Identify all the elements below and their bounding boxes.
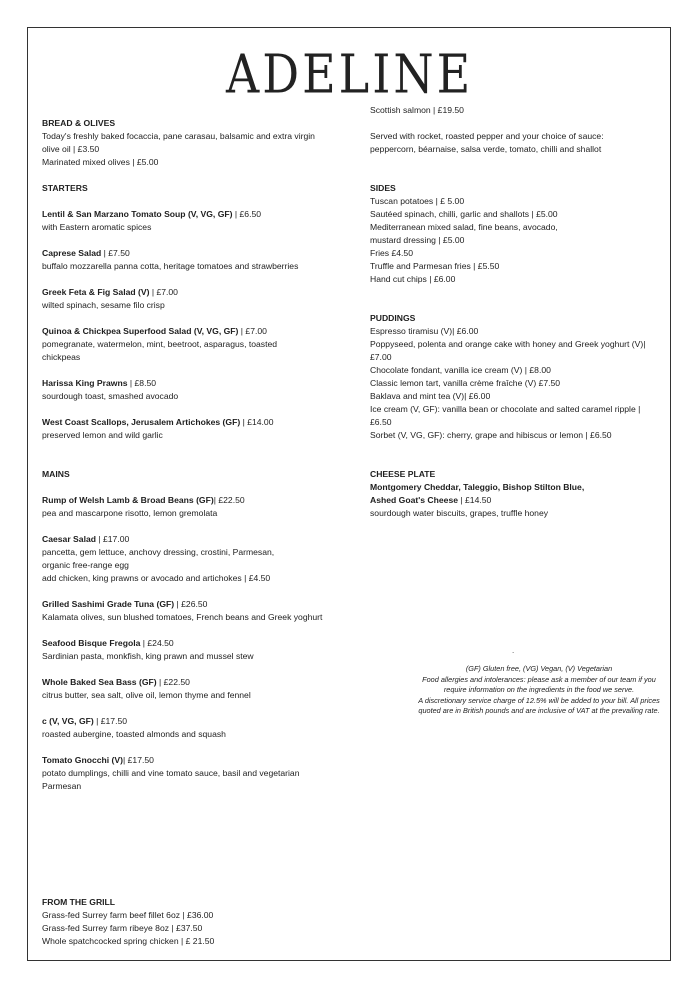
main-item [42,676,342,702]
dish-name: Whole Baked Sea Bass (GF) [42,677,157,687]
dish-description: buffalo mozzarella panna cotta, heritage tomatoes and strawberries [42,261,299,271]
grill-line: Grass-fed Surrey farm beef fillet 6oz | £36.00 [42,910,214,920]
notes-line: quoted are in British pounds and are inclusive of VAT at the prevailing rate. [418,706,660,715]
dish-description: Sardinian pasta, monkfish, king prawn and mussel stew [42,651,254,661]
dish-description: Kalamata olives, sun blushed tomatoes, French beans and Greek yoghurt [42,612,323,622]
salmon-description: peppercorn, béarnaise, salsa verde, tomato, chilli and shallot [370,144,602,154]
grill-section [42,896,342,948]
side-line: Fries £4.50 [370,248,413,258]
side-line: Tuscan potatoes | £ 5.00 [370,196,465,206]
sides-section-title: SIDES [370,183,396,193]
dish-name: Greek Feta & Fig Salad (V) [42,287,150,297]
bread-line: olive oil | £3.50 [42,144,100,154]
notes-line: A discretionary service charge of 12.5% will be added to your bill. All prices [418,695,660,705]
dish-description: Parmesan [42,781,82,791]
starter-item [42,416,342,442]
grill-line: Grass-fed Surrey farm ribeye 8oz | £37.50 [42,923,203,933]
cheese-section-title: CHEESE PLATE [370,469,436,479]
main-item [42,533,342,585]
salmon-line: Scottish salmon | £19.50 [370,105,464,115]
starters-section-title: STARTERS [42,183,88,193]
starter-item [42,247,342,273]
notes-line: require information on the ingredients in the food we serve. [443,685,635,694]
dish-price: | £7.00 [238,326,267,336]
cheese-name: Montgomery Cheddar, Taleggio, Bishop Stilton Blue, [370,482,585,492]
pudding-line: £6.50 [370,417,392,427]
dish-name: Caesar Salad [42,534,96,544]
side-line: Hand cut chips | £6.00 [370,274,456,284]
grill-section-title: FROM THE GRILL [42,897,116,907]
dish-price: | £17.50 [93,716,128,726]
dish-name: Seafood Bisque Fregola [42,638,141,648]
starter-item [42,325,342,364]
side-line: Mediterranean mixed salad, fine beans, avocado, [370,222,558,232]
dish-name: Lentil & San Marzano Tomato Soup (V, VG, GF) [42,209,233,219]
main-item [42,494,342,520]
dish-description: preserved lemon and wild garlic [42,430,163,440]
side-line: Sautéed spinach, chilli, garlic and shallots | £5.00 [370,209,558,219]
dish-description: potato dumplings, chilli and vine tomato sauce, basil and vegetarian [42,768,300,778]
dish-description: sourdough toast, smashed avocado [42,391,179,401]
dish-description: add chicken, king prawns or avocado and artichokes | £4.50 [42,573,271,583]
cheese-name: Ashed Goat's Cheese [370,495,459,505]
dish-name: Rump of Welsh Lamb & Broad Beans (GF) [42,495,214,505]
dish-price: | £22.50 [213,495,245,505]
pudding-line: Ice cream (V, GF): vanilla bean or chocolate and salted caramel ripple | [370,404,641,414]
dish-name: West Coast Scallops, Jerusalem Artichokes (GF) [42,417,241,427]
main-item [42,637,342,663]
dish-price: | £14.00 [240,417,274,427]
starter-item [42,286,342,312]
dish-name: Caprese Salad [42,248,102,258]
dish-description: organic free-range egg [42,560,129,570]
dish-price: | £26.50 [174,599,208,609]
brand-logo: ADELINE [226,42,474,106]
grill-line: Whole spatchcocked spring chicken | £ 21.50 [42,936,215,946]
dish-description: wilted spinach, sesame filo crisp [42,300,165,310]
pudding-line: Classic lemon tart, vanilla crème fraîche (V) £7.50 [370,378,561,388]
dish-description: roasted aubergine, toasted almonds and squash [42,729,226,739]
mains-section-title: MAINS [42,469,70,479]
dish-price: | £7.00 [149,287,178,297]
main-item [42,754,342,793]
notes-line: Food allergies and intolerances: please ask a member of our team if you [422,674,656,684]
pudding-line: Baklava and mint tea (V)| £6.00 [370,391,491,401]
starter-item [42,377,342,403]
dish-price: | £8.50 [127,378,157,388]
puddings-section-title: PUDDINGS [370,313,416,323]
main-item [42,598,342,624]
cheese-description: sourdough water biscuits, grapes, truffle honey [370,508,549,518]
dish-description: pea and mascarpone risotto, lemon gremolata [42,508,218,518]
bread-line: Marinated mixed olives | £5.00 [42,157,159,167]
right-column [370,104,662,520]
dish-price: | £22.50 [156,677,190,687]
dish-price: | £17.50 [123,755,154,765]
pudding-line: Chocolate fondant, vanilla ice cream (V) | £8.00 [370,365,551,375]
bread-section-title: BREAD & OLIVES [42,118,116,128]
bread-line: Today's freshly baked focaccia, pane carasau, balsamic and extra virgin [42,131,315,141]
dish-description: pancetta, gem lettuce, anchovy dressing, crostini, Parmesan, [42,547,275,557]
side-line: Truffle and Parmesan fries | £5.50 [370,261,500,271]
starter-item [42,208,342,234]
pudding-line: Sorbet (V, VG, GF): cherry, grape and hibiscus or lemon | £6.50 [370,430,612,440]
cheese-price: | £14.50 [460,495,492,505]
dish-name: Tomato Gnocchi (V) [42,755,124,765]
dish-description: chickpeas [42,352,81,362]
dish-price: | £17.00 [95,534,130,544]
main-item [42,715,342,741]
notes-line: (GF) Gluten free, (VG) Vegan, (V) Vegetarian [465,664,613,673]
dish-name: Quinoa & Chickpea Superfood Salad (V, VG, GF) [42,326,239,336]
side-line: mustard dressing | £5.00 [370,235,465,245]
separator-dot: . [512,646,515,655]
dish-description: citrus butter, sea salt, olive oil, lemon thyme and fennel [42,690,251,700]
dish-name: Grilled Sashimi Grade Tuna (GF) [42,599,175,609]
dish-price: | £24.50 [140,638,174,648]
pudding-line: £7.00 [370,352,392,362]
dish-name: Harissa King Prawns [42,378,128,388]
dish-name: c (V, VG, GF) [42,716,94,726]
pudding-line: Poppyseed, polenta and orange cake with honey and Greek yoghurt (V)| [370,339,646,349]
salmon-description: Served with rocket, roasted pepper and your choice of sauce: [370,131,604,141]
dish-description: with Eastern aromatic spices [42,222,152,232]
menu-notes [394,664,684,717]
pudding-line: Espresso tiramisu (V)| £6.00 [370,326,479,336]
dish-price: | £6.50 [232,209,262,219]
dish-price: | £7.50 [101,248,130,258]
left-column [42,117,342,793]
dish-description: pomegranate, watermelon, mint, beetroot, asparagus, toasted [42,339,278,349]
